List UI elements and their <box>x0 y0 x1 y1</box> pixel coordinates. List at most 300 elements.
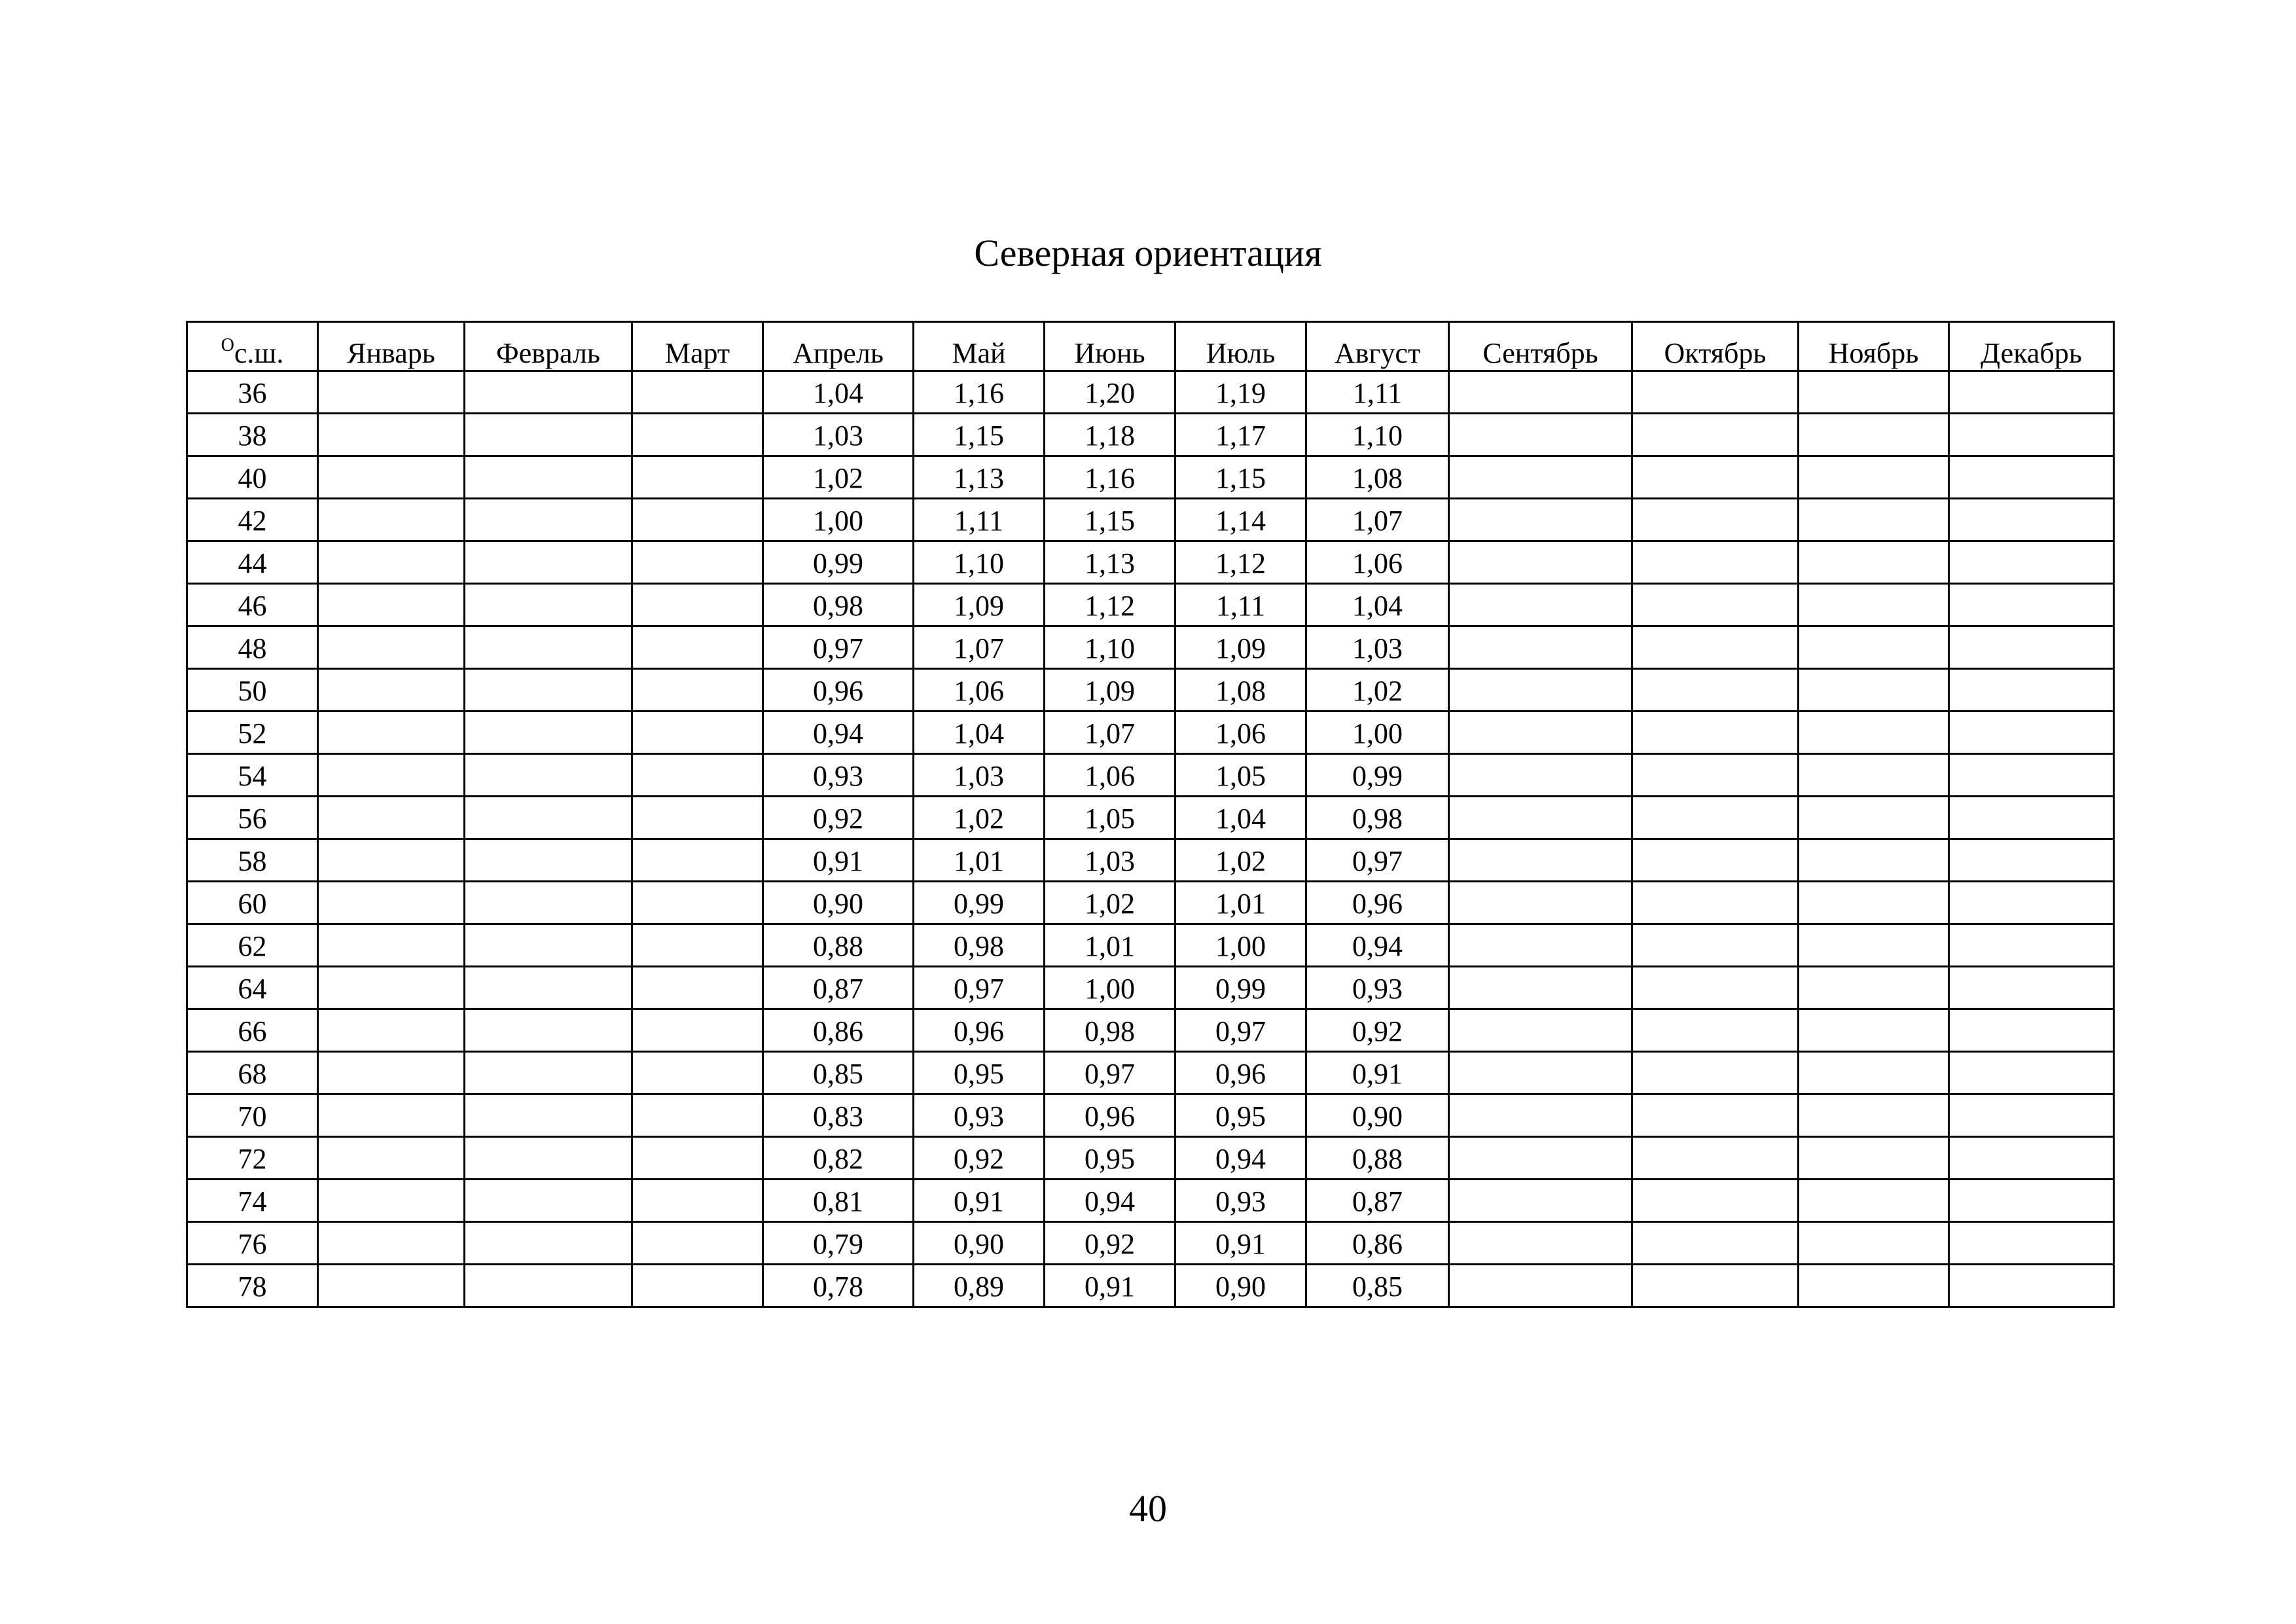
latitude-cell: 52 <box>187 712 318 754</box>
month-header: Март <box>632 322 763 371</box>
value-cell: 0,96 <box>914 1009 1045 1052</box>
value-cell <box>632 839 763 882</box>
value-cell: 0,87 <box>1306 1180 1449 1222</box>
value-cell: 0,94 <box>1175 1137 1306 1180</box>
latitude-cell: 78 <box>187 1265 318 1307</box>
latitude-header <box>187 322 318 371</box>
value-cell <box>1799 967 1949 1009</box>
month-header: Май <box>914 322 1045 371</box>
value-cell <box>318 882 465 924</box>
value-cell: 0,90 <box>1175 1265 1306 1307</box>
value-cell: 0,93 <box>1175 1180 1306 1222</box>
value-cell <box>1632 754 1799 797</box>
value-cell <box>1799 839 1949 882</box>
month-header: Ноябрь <box>1799 322 1949 371</box>
value-cell: 1,05 <box>1045 797 1175 839</box>
value-cell: 0,97 <box>1045 1052 1175 1094</box>
latitude-cell: 46 <box>187 584 318 626</box>
value-cell <box>1632 839 1799 882</box>
value-cell: 1,09 <box>914 584 1045 626</box>
value-cell <box>1949 499 2114 541</box>
value-cell: 1,11 <box>1175 584 1306 626</box>
value-cell <box>1632 584 1799 626</box>
value-cell <box>1799 882 1949 924</box>
value-cell <box>1449 712 1632 754</box>
value-cell <box>318 1180 465 1222</box>
value-cell <box>632 882 763 924</box>
value-cell: 0,93 <box>914 1094 1045 1137</box>
value-cell <box>1949 1009 2114 1052</box>
value-cell <box>1949 839 2114 882</box>
value-cell: 1,12 <box>1175 541 1306 584</box>
value-cell <box>465 924 632 967</box>
coefficient-table <box>186 321 2115 1308</box>
value-cell <box>1449 754 1632 797</box>
latitude-cell: 36 <box>187 371 318 414</box>
table-row <box>187 584 2114 626</box>
latitude-cell: 50 <box>187 669 318 712</box>
table-row <box>187 1265 2114 1307</box>
value-cell: 0,85 <box>763 1052 914 1094</box>
value-cell <box>465 1009 632 1052</box>
value-cell <box>318 1009 465 1052</box>
table-row <box>187 626 2114 669</box>
value-cell: 1,06 <box>1045 754 1175 797</box>
value-cell: 0,88 <box>1306 1137 1449 1180</box>
value-cell <box>1799 626 1949 669</box>
value-cell <box>1449 584 1632 626</box>
value-cell <box>632 1137 763 1180</box>
value-cell: 0,91 <box>1306 1052 1449 1094</box>
latitude-cell: 44 <box>187 541 318 584</box>
value-cell: 1,03 <box>1045 839 1175 882</box>
value-cell: 0,98 <box>763 584 914 626</box>
table-row <box>187 1137 2114 1180</box>
value-cell: 1,03 <box>914 754 1045 797</box>
value-cell <box>1449 499 1632 541</box>
value-cell <box>1799 541 1949 584</box>
value-cell: 1,19 <box>1175 371 1306 414</box>
value-cell <box>1799 1180 1949 1222</box>
value-cell: 1,00 <box>763 499 914 541</box>
value-cell <box>1949 797 2114 839</box>
value-cell: 0,96 <box>1175 1052 1306 1094</box>
table-row <box>187 1180 2114 1222</box>
value-cell: 1,04 <box>1175 797 1306 839</box>
value-cell: 0,94 <box>1045 1180 1175 1222</box>
value-cell <box>1799 414 1949 456</box>
value-cell: 1,04 <box>914 712 1045 754</box>
value-cell: 0,98 <box>1306 797 1449 839</box>
value-cell: 0,92 <box>1306 1009 1449 1052</box>
value-cell <box>1949 1222 2114 1265</box>
value-cell: 1,08 <box>1306 456 1449 499</box>
value-cell: 1,15 <box>1175 456 1306 499</box>
value-cell <box>1799 499 1949 541</box>
header-row <box>187 322 2114 371</box>
value-cell: 1,10 <box>914 541 1045 584</box>
value-cell: 0,99 <box>1175 967 1306 1009</box>
value-cell <box>632 541 763 584</box>
value-cell <box>1949 1052 2114 1094</box>
value-cell <box>1449 882 1632 924</box>
value-cell <box>318 1052 465 1094</box>
value-cell <box>465 797 632 839</box>
value-cell: 1,08 <box>1175 669 1306 712</box>
value-cell <box>465 882 632 924</box>
value-cell <box>465 1265 632 1307</box>
table-row <box>187 499 2114 541</box>
value-cell <box>1632 1052 1799 1094</box>
value-cell: 1,06 <box>1306 541 1449 584</box>
value-cell: 0,87 <box>763 967 914 1009</box>
value-cell: 0,99 <box>914 882 1045 924</box>
value-cell: 1,17 <box>1175 414 1306 456</box>
value-cell: 1,01 <box>1045 924 1175 967</box>
value-cell: 1,04 <box>1306 584 1449 626</box>
value-cell <box>1632 371 1799 414</box>
value-cell <box>318 712 465 754</box>
value-cell <box>1449 1052 1632 1094</box>
value-cell <box>1949 626 2114 669</box>
value-cell <box>1799 584 1949 626</box>
value-cell: 0,89 <box>914 1265 1045 1307</box>
value-cell <box>632 584 763 626</box>
value-cell <box>1632 456 1799 499</box>
value-cell <box>632 797 763 839</box>
value-cell <box>1949 1137 2114 1180</box>
value-cell <box>318 584 465 626</box>
value-cell: 1,00 <box>1306 712 1449 754</box>
value-cell: 1,14 <box>1175 499 1306 541</box>
value-cell: 1,16 <box>914 371 1045 414</box>
value-cell: 1,02 <box>763 456 914 499</box>
value-cell: 0,81 <box>763 1180 914 1222</box>
table-row <box>187 371 2114 414</box>
value-cell: 1,20 <box>1045 371 1175 414</box>
value-cell <box>1632 924 1799 967</box>
value-cell <box>1632 1222 1799 1265</box>
value-cell <box>1632 797 1799 839</box>
value-cell <box>465 584 632 626</box>
value-cell <box>1799 924 1949 967</box>
value-cell <box>632 1009 763 1052</box>
value-cell <box>1949 712 2114 754</box>
value-cell <box>1449 967 1632 1009</box>
value-cell: 1,09 <box>1175 626 1306 669</box>
value-cell <box>465 456 632 499</box>
value-cell <box>1632 967 1799 1009</box>
value-cell <box>318 1137 465 1180</box>
value-cell <box>318 754 465 797</box>
value-cell <box>632 1180 763 1222</box>
value-cell <box>1632 414 1799 456</box>
value-cell: 0,91 <box>763 839 914 882</box>
table-row <box>187 1094 2114 1137</box>
value-cell <box>1949 414 2114 456</box>
month-header: Февраль <box>465 322 632 371</box>
page-title: Северная ориентация <box>974 232 1322 274</box>
value-cell: 0,96 <box>1045 1094 1175 1137</box>
value-cell: 0,92 <box>1045 1222 1175 1265</box>
latitude-cell: 76 <box>187 1222 318 1265</box>
value-cell <box>318 924 465 967</box>
value-cell: 1,07 <box>1045 712 1175 754</box>
value-cell <box>1449 371 1632 414</box>
value-cell <box>632 669 763 712</box>
value-cell: 1,06 <box>914 669 1045 712</box>
value-cell <box>1949 584 2114 626</box>
table-row <box>187 967 2114 1009</box>
value-cell <box>1799 1052 1949 1094</box>
value-cell <box>1799 371 1949 414</box>
value-cell <box>1799 754 1949 797</box>
value-cell: 1,16 <box>1045 456 1175 499</box>
value-cell: 0,90 <box>1306 1094 1449 1137</box>
value-cell: 0,91 <box>1045 1265 1175 1307</box>
value-cell <box>1449 414 1632 456</box>
table-body <box>187 371 2114 1307</box>
value-cell <box>1632 1137 1799 1180</box>
latitude-cell: 68 <box>187 1052 318 1094</box>
value-cell <box>1632 882 1799 924</box>
value-cell <box>1799 1222 1949 1265</box>
table-row <box>187 1222 2114 1265</box>
value-cell <box>1949 669 2114 712</box>
value-cell: 0,82 <box>763 1137 914 1180</box>
value-cell: 0,92 <box>763 797 914 839</box>
value-cell <box>1949 1265 2114 1307</box>
month-header: Август <box>1306 322 1449 371</box>
latitude-cell: 58 <box>187 839 318 882</box>
latitude-cell: 48 <box>187 626 318 669</box>
latitude-cell: 72 <box>187 1137 318 1180</box>
value-cell <box>465 1052 632 1094</box>
degree-mark: O <box>221 335 234 355</box>
value-cell <box>1949 967 2114 1009</box>
value-cell: 0,96 <box>1306 882 1449 924</box>
table-row <box>187 882 2114 924</box>
value-cell <box>318 797 465 839</box>
month-header: Январь <box>318 322 465 371</box>
value-cell <box>632 712 763 754</box>
value-cell <box>1449 1094 1632 1137</box>
value-cell: 1,11 <box>914 499 1045 541</box>
table-row <box>187 797 2114 839</box>
value-cell: 1,01 <box>1175 882 1306 924</box>
table-row <box>187 1009 2114 1052</box>
value-cell <box>465 839 632 882</box>
value-cell <box>1449 1222 1632 1265</box>
value-cell: 1,05 <box>1175 754 1306 797</box>
value-cell <box>632 414 763 456</box>
table-row <box>187 414 2114 456</box>
table-row <box>187 754 2114 797</box>
value-cell <box>465 414 632 456</box>
value-cell: 0,95 <box>914 1052 1045 1094</box>
value-cell <box>1632 541 1799 584</box>
value-cell <box>465 1222 632 1265</box>
value-cell <box>1449 1009 1632 1052</box>
value-cell: 1,13 <box>914 456 1045 499</box>
value-cell: 1,15 <box>914 414 1045 456</box>
value-cell <box>1632 626 1799 669</box>
value-cell: 0,83 <box>763 1094 914 1137</box>
value-cell <box>632 626 763 669</box>
latitude-label: с.ш. <box>234 337 284 369</box>
value-cell: 0,78 <box>763 1265 914 1307</box>
table-row <box>187 669 2114 712</box>
latitude-cell: 64 <box>187 967 318 1009</box>
value-cell <box>465 626 632 669</box>
value-cell <box>1949 541 2114 584</box>
value-cell: 0,97 <box>1175 1009 1306 1052</box>
value-cell <box>1799 669 1949 712</box>
value-cell: 0,97 <box>763 626 914 669</box>
value-cell: 1,04 <box>763 371 914 414</box>
value-cell <box>1632 1180 1799 1222</box>
value-cell <box>465 1094 632 1137</box>
value-cell: 1,15 <box>1045 499 1175 541</box>
value-cell <box>1799 456 1949 499</box>
value-cell <box>1449 626 1632 669</box>
value-cell <box>318 839 465 882</box>
value-cell <box>1632 1265 1799 1307</box>
value-cell <box>1449 669 1632 712</box>
value-cell: 1,00 <box>1175 924 1306 967</box>
month-header: Октябрь <box>1632 322 1799 371</box>
value-cell: 0,85 <box>1306 1265 1449 1307</box>
value-cell: 0,86 <box>763 1009 914 1052</box>
value-cell <box>1449 839 1632 882</box>
value-cell: 0,97 <box>1306 839 1449 882</box>
value-cell <box>1449 924 1632 967</box>
value-cell: 0,88 <box>763 924 914 967</box>
latitude-cell: 54 <box>187 754 318 797</box>
value-cell <box>465 967 632 1009</box>
value-cell <box>1799 1009 1949 1052</box>
value-cell: 0,94 <box>763 712 914 754</box>
value-cell <box>318 967 465 1009</box>
value-cell <box>632 924 763 967</box>
value-cell: 1,18 <box>1045 414 1175 456</box>
latitude-cell: 42 <box>187 499 318 541</box>
value-cell <box>1449 541 1632 584</box>
value-cell <box>1449 1265 1632 1307</box>
value-cell <box>632 1265 763 1307</box>
value-cell: 0,79 <box>763 1222 914 1265</box>
value-cell <box>1949 754 2114 797</box>
value-cell <box>1632 712 1799 754</box>
value-cell: 1,12 <box>1045 584 1175 626</box>
table-row <box>187 839 2114 882</box>
value-cell: 1,03 <box>763 414 914 456</box>
value-cell <box>1632 1094 1799 1137</box>
value-cell <box>318 371 465 414</box>
month-header: Июль <box>1175 322 1306 371</box>
value-cell <box>1449 797 1632 839</box>
value-cell <box>1949 456 2114 499</box>
value-cell <box>465 541 632 584</box>
value-cell <box>318 1094 465 1137</box>
value-cell: 0,90 <box>914 1222 1045 1265</box>
value-cell <box>318 1265 465 1307</box>
table-row <box>187 541 2114 584</box>
value-cell <box>1449 1137 1632 1180</box>
value-cell <box>1949 1180 2114 1222</box>
value-cell <box>465 1137 632 1180</box>
value-cell <box>1949 882 2114 924</box>
value-cell <box>632 499 763 541</box>
latitude-cell: 74 <box>187 1180 318 1222</box>
latitude-cell: 56 <box>187 797 318 839</box>
value-cell <box>465 712 632 754</box>
value-cell <box>1632 1009 1799 1052</box>
value-cell: 0,94 <box>1306 924 1449 967</box>
value-cell <box>318 499 465 541</box>
value-cell <box>1949 1094 2114 1137</box>
value-cell: 1,03 <box>1306 626 1449 669</box>
table-row <box>187 1052 2114 1094</box>
value-cell <box>632 754 763 797</box>
value-cell: 0,98 <box>1045 1009 1175 1052</box>
month-header: Декабрь <box>1949 322 2114 371</box>
value-cell: 1,02 <box>1306 669 1449 712</box>
value-cell: 1,09 <box>1045 669 1175 712</box>
value-cell <box>465 1180 632 1222</box>
value-cell: 0,98 <box>914 924 1045 967</box>
month-header: Июнь <box>1045 322 1175 371</box>
value-cell <box>318 456 465 499</box>
value-cell: 1,11 <box>1306 371 1449 414</box>
value-cell <box>1799 1094 1949 1137</box>
value-cell <box>1449 1180 1632 1222</box>
value-cell <box>1949 924 2114 967</box>
month-header: Апрель <box>763 322 914 371</box>
value-cell: 0,90 <box>763 882 914 924</box>
latitude-cell: 70 <box>187 1094 318 1137</box>
value-cell: 1,02 <box>1045 882 1175 924</box>
value-cell <box>1949 371 2114 414</box>
value-cell: 0,93 <box>1306 967 1449 1009</box>
value-cell: 1,06 <box>1175 712 1306 754</box>
value-cell: 1,02 <box>1175 839 1306 882</box>
value-cell <box>1799 1137 1949 1180</box>
value-cell: 0,91 <box>914 1180 1045 1222</box>
value-cell: 0,95 <box>1175 1094 1306 1137</box>
value-cell <box>465 371 632 414</box>
value-cell <box>318 1222 465 1265</box>
value-cell: 0,99 <box>1306 754 1449 797</box>
month-header: Сентябрь <box>1449 322 1632 371</box>
value-cell <box>1632 499 1799 541</box>
value-cell <box>465 754 632 797</box>
value-cell <box>318 541 465 584</box>
value-cell: 1,02 <box>914 797 1045 839</box>
value-cell <box>632 1094 763 1137</box>
value-cell: 1,01 <box>914 839 1045 882</box>
value-cell: 0,95 <box>1045 1137 1175 1180</box>
latitude-cell: 62 <box>187 924 318 967</box>
value-cell <box>632 967 763 1009</box>
latitude-cell: 60 <box>187 882 318 924</box>
value-cell <box>465 499 632 541</box>
value-cell <box>1449 456 1632 499</box>
latitude-cell: 38 <box>187 414 318 456</box>
latitude-cell: 66 <box>187 1009 318 1052</box>
value-cell <box>632 1052 763 1094</box>
value-cell <box>465 669 632 712</box>
